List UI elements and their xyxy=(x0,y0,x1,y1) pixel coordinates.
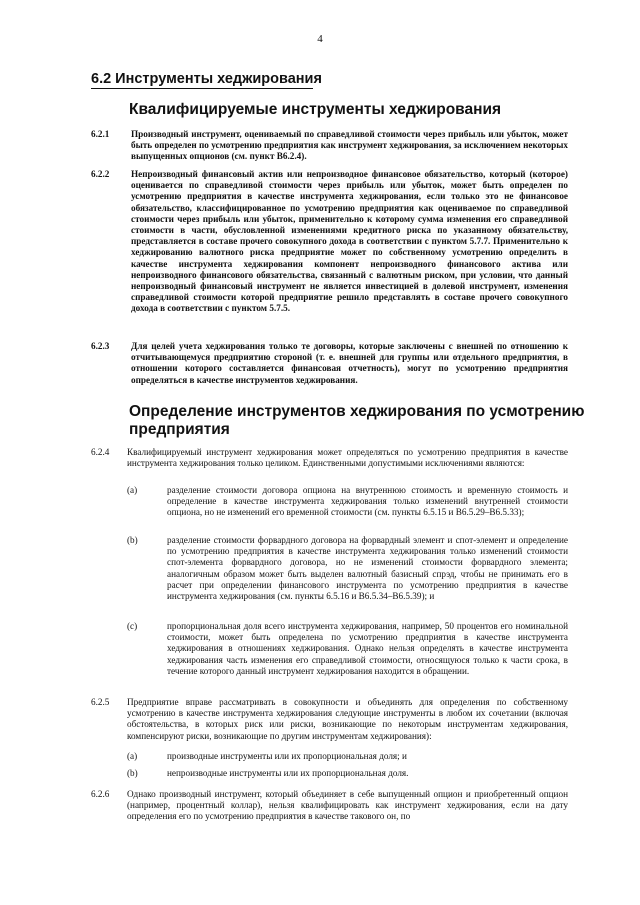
list-item-text: разделение стоимости договора опциона на внутреннюю стоимость и временную стоимость и определение в качестве инструмента хеджирования только изменений внутренней стоимости опциона, но не изменений его временной стоимости (см. пункты 6.5.15 и B6.5.29–B6.5.33); xyxy=(167,485,568,518)
paragraph-6-2-6: Однако производный инструмент, который объединяет в себе выпущенный опцион и приобретенный опцион (например, процентный коллар), нельзя квалифицировать как инструмент хеджирования, если на дату определения его по усмотрению предприятия в качестве такового он, по xyxy=(127,789,568,822)
list-item-label: (b) xyxy=(127,768,138,778)
paragraph-number: 6.2.2 xyxy=(91,169,110,179)
page-number: 4 xyxy=(317,33,323,45)
paragraph-number: 6.2.6 xyxy=(91,789,110,799)
section-title: 6.2 Инструменты хеджирования xyxy=(91,71,322,87)
paragraph-number: 6.2.1 xyxy=(91,129,110,139)
heading-qualifying-instruments: Квалифицируемые инструменты хеджирования xyxy=(129,101,502,118)
list-item-label: (b) xyxy=(127,535,138,545)
list-item-label: (a) xyxy=(127,485,138,495)
list-item-text: производные инструменты или их пропорциональная доля; и xyxy=(167,751,407,761)
paragraph-6-2-2: Непроизводный финансовый актив или непроизводное финансовое обязательство, который (которое) оценивается по справедливой стоимости через прибыль или убыток, может быть определен по усмотрению предприятия в качестве инструмента хеджирования, если только это не финансовое обязательство, классифицированное по усмотрению предприятия как оцениваемое по справедливой стоимости через прибыль или убыток, применительно к которому сумма изменения его справедливой стоимости в части, обусловленной изменениями кредитного риска по указанному обязательству, представляется в составе прочего совокупного дохода в соответствии с пунктом 5.7.7. Применительно к хеджированию валютного риска предприятие может по собственному усмотрению определить в качестве инструмента хеджирования компонент непроизводного финансового актива или непроизводного финансового обязательства, связанный с валютным риском, при условии, что данный непроизводный финансовый инструмент не является инвестицией в долевой инструмент, изменения справедливой стоимости которой предприятие решило представлять в составе прочего совокупного дохода в соответствии с пунктом 5.7.5. xyxy=(131,169,568,314)
list-item-text: разделение стоимости форвардного договора на форвардный элемент и спот-элемент и определение по усмотрению предприятия в качестве инструмента хеджирования только изменений стоимости спот-элемента форвардного договора, но не изменений стоимости форвардного элемента; аналогичным образом может быть выделен валютный базисный спрэд, чтобы не принимать его в расчет при определении финансового инструмента по усмотрению предприятия в качестве инструмента хеджирования (см. пункты 6.5.16 и B6.5.34–B6.5.39); и xyxy=(167,535,568,602)
paragraph-number: 6.2.4 xyxy=(91,447,110,457)
heading-designation: Определение инструментов хеджирования по усмотрению предприятия xyxy=(129,403,585,438)
list-item-label: (a) xyxy=(127,751,138,761)
section-title-underline xyxy=(91,88,313,89)
list-item-text: непроизводные инструменты или их пропорциональная доля. xyxy=(167,768,409,778)
paragraph-6-2-1: Производный инструмент, оцениваемый по справедливой стоимости через прибыль или убыток, может быть определен по усмотрению предприятия как инструмент хеджирования, за исключением некоторых выпущенных опционов (см. пункт B6.2.4). xyxy=(131,129,568,162)
paragraph-6-2-5: Предприятие вправе рассматривать в совокупности и объединять для определения по собственному усмотрению в качестве инструмента хеджирования следующие инструменты в любом их сочетании (включая обстоятельства, в которых риск или риски, возникающие по некоторым инструментам хеджирования, компенсируют риски, возникающие по другим инструментам хеджирования): xyxy=(127,697,568,741)
list-item-text: пропорциональная доля всего инструмента хеджирования, например, 50 процентов его номинальной стоимости, может быть определена по усмотрению предприятия в качестве инструмента хеджирования в отношениях хеджирования. Однако нельзя определять в качестве инструмента хеджирования часть изменения его справедливой стоимости, относящуюся только к части срока, в течение которого данный инструмент хеджирования находится в обращении. xyxy=(167,621,568,676)
list-item-label: (c) xyxy=(127,621,138,631)
paragraph-6-2-3: Для целей учета хеджирования только те договоры, которые заключены с внешней по отношению к отчитывающемуся предприятию стороной (т. е. внешней для группы или отдельного предприятия, в отношении которого составляется финансовая отчетность), могут по усмотрению предприятия определяться в качестве инструментов хеджирования. xyxy=(131,341,568,385)
paragraph-6-2-4: Квалифицируемый инструмент хеджирования может определяться по усмотрению предприятия в качестве инструмента хеджирования только целиком. Единственными допустимыми исключениями являются: xyxy=(127,447,568,469)
paragraph-number: 6.2.3 xyxy=(91,341,110,351)
paragraph-number: 6.2.5 xyxy=(91,697,110,707)
